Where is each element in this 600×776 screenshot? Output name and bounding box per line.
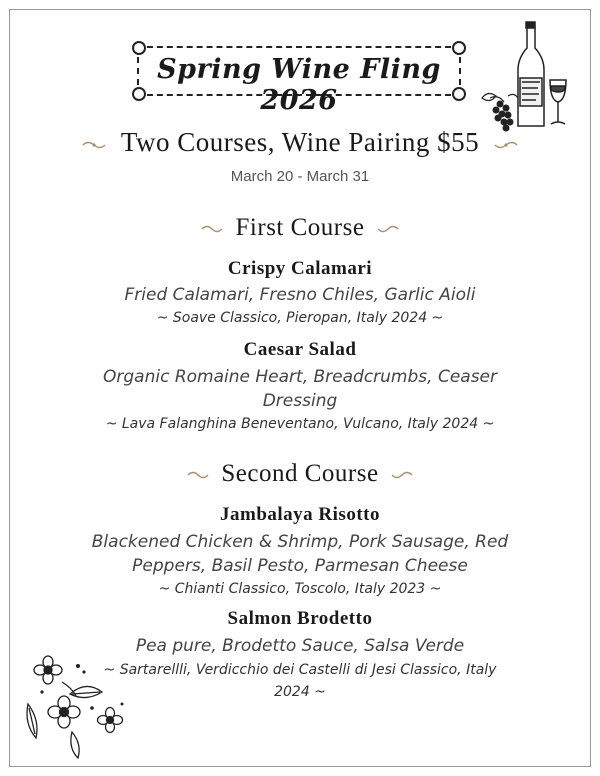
wine-pairing: ~ Lava Falanghina Beneventano, Vulcano, Italy 2024 ~ [105,416,495,432]
ornament-flourish-icon [494,137,518,153]
dish-name: Crispy Calamari [227,258,373,279]
wine-pairing: ~ Sartarellli, Verdicchio dei Castelli di Jesi Classico, Italy [103,662,497,678]
section-title: First Course [235,214,365,241]
dish-name: Jambalaya Risotto [220,504,380,525]
pairing-headline [0,127,600,158]
flowers-leaves-icon [22,652,140,760]
dish-description: Peppers, Basil Pesto, Parmesan Cheese [132,556,468,576]
wine-pairing: ~ Chianti Classico, Toscolo, Italy 2023 ~ [158,581,442,597]
pairing-headline-text: Two Courses, Wine Pairing $55 [120,127,480,157]
wine-pairing: ~ Soave Classico, Pieropan, Italy 2024 ~ [156,310,444,326]
dish-description: Organic Romaine Heart, Breadcrumbs, Ceaser [103,367,497,387]
ornament-flourish-icon [391,467,413,483]
dish-description: Dressing [262,391,338,411]
dish-description: Pea pure, Brodetto Sauce, Salsa Verde [135,636,465,656]
wine-pairing: 2024 ~ [274,684,326,700]
section-title: Second Course [221,460,379,487]
wine-bottle-glass-grapes-icon [478,18,578,133]
dish-description: Fried Calamari, Fresno Chiles, Garlic Aioli [124,285,476,305]
section-heading-first-course [0,214,600,242]
dish-name: Salmon Brodetto [227,608,373,629]
date-range: March 20 - March 31 [230,168,370,185]
title-frame [137,46,461,116]
section-heading-second-course [0,460,600,488]
ornament-flourish-icon [82,137,106,153]
ornament-flourish-icon [201,221,223,237]
menu-title: Spring Wine Fling 2026 [157,54,441,116]
ornament-flourish-icon [187,467,209,483]
dish-description: Blackened Chicken & Shrimp, Pork Sausage, Red [91,532,509,552]
dish-name: Caesar Salad [243,339,357,360]
ornament-flourish-icon [377,221,399,237]
